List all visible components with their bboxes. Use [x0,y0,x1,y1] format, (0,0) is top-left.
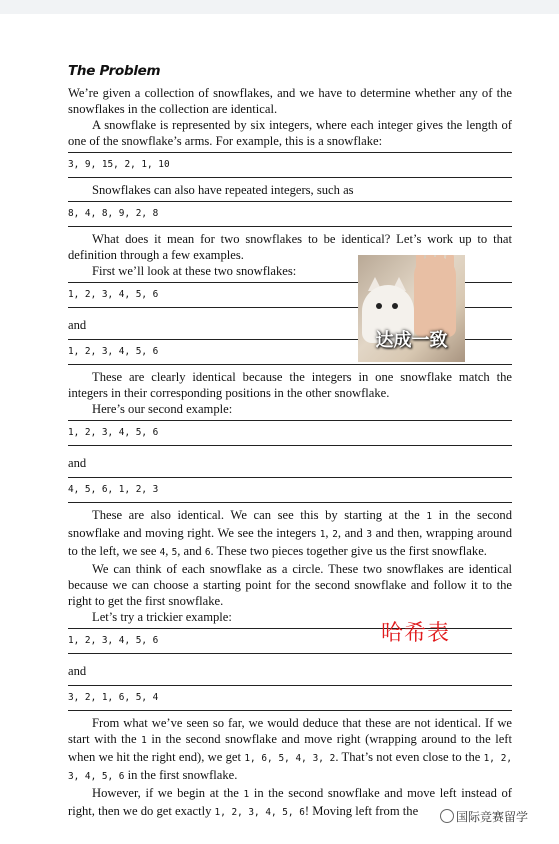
code-example-1: 3, 9, 15, 2, 1, 10 [68,152,512,178]
and-label: and [68,456,87,470]
document-page [68,62,512,821]
code-example-7: 1, 2, 3, 4, 5, 6 [68,628,512,654]
section-heading: The Problem [68,63,161,79]
paragraph-identical-question: What does it mean for two snowflakes to be identical? Let’s work up to that definition through a few examples. [68,232,512,262]
hand-figure [414,257,456,337]
code-example-4: 1, 2, 3, 4, 5, 6 [68,339,512,365]
paragraph-trickier: Let’s try a trickier example: [92,610,232,624]
finger [416,255,424,283]
paragraph-also-identical: These are also identical. We can see this by starting at the 1 in the second snowflake and moving right. We see the integers 1, 2, and 3 and then, wrapping around to the left, we see 4, 5, and 6. These two pieces together give us the first snowflake. [68,508,513,558]
finger [436,255,444,279]
paragraph-second-example: Here’s our second example: [92,402,233,416]
finger [426,255,434,277]
paragraph-clearly-identical: These are clearly identical because the integers in one snowflake match the integers in their corresponding positions in the other snowflake. [68,370,512,400]
finger [446,255,454,287]
sticker-caption: 达成一致 [375,330,448,351]
and-label: and [68,318,87,332]
wechat-icon [440,809,454,823]
paragraph-however: However, if we begin at the 1 in the second snowflake and move left instead of right, then we do get exactly 1, 2, 3, 4, 5, 6! Moving left from the [68,786,512,818]
paragraph-deduce: From what we’ve seen so far, we would deduce that these are not identical. If we start with the 1 in the second snowflake and move right (wrapping around to the left when we hit the right end), we get 1, 6, 5, 4, 3, 2. That’s not even close to the 1, 2, 3, 4, 5, 6 in the first snowflake. [68,716,512,782]
watermark-text: 国际竞赛留学 [456,810,529,824]
code-example-5: 1, 2, 3, 4, 5, 6 [68,420,512,446]
and-label: and [68,664,87,678]
top-bar [0,0,559,14]
code-example-3: 1, 2, 3, 4, 5, 6 [68,282,512,308]
code-example-6: 4, 5, 6, 1, 2, 3 [68,477,512,503]
code-example-2: 8, 4, 8, 9, 2, 8 [68,201,512,227]
hash-table-annotation: 哈希表 [381,621,451,646]
paragraph-repeated: Snowflakes can also have repeated integers, such as [92,183,354,197]
paragraph-circle: We can think of each snowflake as a circle. These two snowflakes are identical because we can choose a starting point for the second snowflake and follow it to the right to get the first snowflake. [68,562,512,608]
paragraph-first-look: First we’ll look at these two snowflakes: [92,264,297,278]
watermark [438,808,530,825]
cat-eye [376,303,382,309]
cat-eye [392,303,398,309]
paragraph-representation: A snowflake is represented by six integers, where each integer gives the length of one of the snowflake’s arms. For example, this is a snowflake: [68,118,512,148]
code-example-8: 3, 2, 1, 6, 5, 4 [68,685,512,711]
cat-high-five-sticker [358,255,465,362]
paragraph-intro: We’re given a collection of snowflakes, and we have to determine whether any of the snowflakes in the collection are identical. [68,86,512,116]
